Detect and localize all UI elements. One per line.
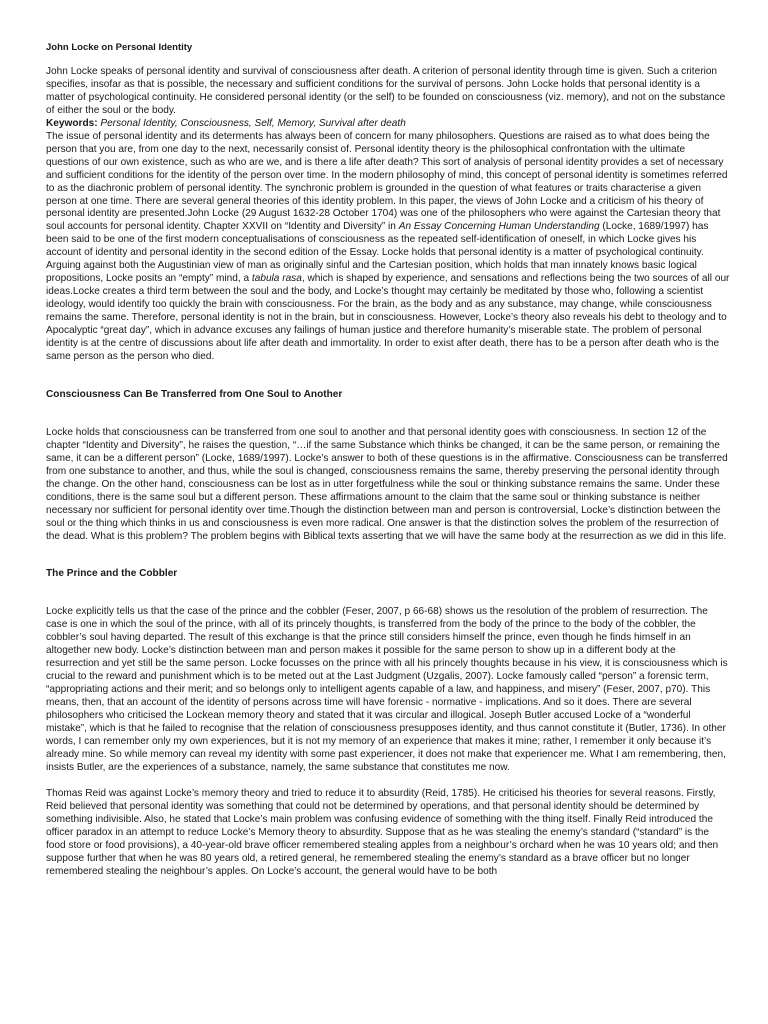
document-title: John Locke on Personal Identity	[46, 42, 193, 53]
prince-cobbler-paragraph: Locke explicitly tells us that the case of the prince and the cobbler (Feser, 2007, p 66-68) shows us the resolution of the problem of resurrection. The case is one in which the soul of the prince, with all of its princely thoughts, is transferred from the body of the prince to the body of the cobbler, the cobbler’s soul having departed. The result of this exchange is that the prince still considers himself the prince, even though he finds himself in an altogether new body. Locke’s distinction between man and person makes it possible for the same person to show up in a different body at the resurrection and yet still be the same person. Locke focusses on the prince with all his princely thoughts because in his view, it is consciousness which is crucial to the reward and punishment which is to be meted out at the Last Judgment (Uzgalis, 2007). Locke famously called “person” a forensic term, “appropriating actions and their merit; and so belongs only to intelligent agents capable of a law, and happiness, and misery” (Feser, 2007, p70). This means, then, that an account of the identity of persons across time will have forensic - normative - implications. And so it does. There are several philosophers who criticised the Lockean memory theory and stated that it was circular and illogical. Joseph Butler accused Locke of a “wonderful mistake”, which is that he failed to recognise that the relation of consciousness presupposes identity, and thus cannot constitute it (Butler, 1736). In other words, I can remember only my own experiences, but it is not my memory of an experience that makes it mine; rather, I remember it only because it’s already mine. So while memory can reveal my identity with some past experiencer, it does not make that experiencer me. What I am remembering, then, insists Butler, are the experiences of a substance, namely, the same substance that constitutes me now.	[46, 606, 728, 773]
intro-paragraph	[46, 131, 730, 364]
reid-paragraph: Thomas Reid was against Locke’s memory theory and tried to reduce it to absurdity (Reid, 1785). He criticised his theories for several reasons. Firstly, Reid believed that personal identity was something that could not be determined by operations, and that personal identity should be determined by something indivisible. Also, he stated that Locke’s main problem was confusing evidence of something with the thing itself. Finally Reid introduced the officer paradox in an attempt to reduce Locke’s Memory theory to absurdity. Suppose that as he was stealing the enemy’s standard (“standard” is the food store or food provisions), a 40-year-old brave officer remembered stealing apples from a neighbour’s orchard when he was 10 years old; and then suppose further that when he was 80 years old, a retired general, he remembered stealing the enemy’s standard as a brave officer but no longer remembered stealing the neighbour’s apples. On Locke’s account, the general would have to be both	[46, 787, 719, 877]
section-heading-prince-cobbler: The Prince and the Cobbler	[46, 568, 178, 580]
abstract-paragraph: John Locke speaks of personal identity and survival of consciousness after death. A criterion of personal identity through time is given. Such a criterion specifies, insofar as that is possible, the necessary and sufficient conditions for the survival of persons. John Locke holds that personal identity is a matter of psychological continuity. He considered personal identity (or the self) to be founded on consciousness (viz. memory), and not on the substance of either the soul or the body.	[46, 66, 726, 116]
intro-text-c: , which is shaped by experience, and sensations and reflections being the two sources of all our ideas.Locke creates a third term between the soul and the body, and Locke’s thought may certainly be meditated by those who, following a scientist ideology, would identify too quickly the brain with consciousness. For the brain, as the body and as any substance, may change, while consciousness remains the same. Therefore, personal identity is not in the brain, but in consciousness. However, Locke’s theory also reveals his debt to theology and to Apocalyptic “great day”, which in advance excuses any failings of human justice and therefore humanity’s miserable state. The problem of personal identity is at the centre of discussions about life after death and immortality. In order to exist after death, there has to be a person after death who is the same person as the person who died.	[46, 273, 730, 362]
intro-text-b: (Locke, 1689/1997) has been said to be one of the first modern conceptualisations of consciousness as the repeated self-identification of oneself, in which Locke gives his account of identity and personal identity in the second edition of the Essay. Locke holds that personal identity is a matter of psychological continuity. Arguing against both the Augustinian view of man as originally sinful and the Cartesian position, which holds that man innately knows basic logical propositions, Locke posits an “empty” mind, a	[46, 221, 709, 285]
tabula-rasa-term: tabula rasa	[251, 273, 302, 285]
section-heading-consciousness: Consciousness Can Be Transferred from One Soul to Another	[46, 388, 343, 400]
consciousness-paragraph: Locke holds that consciousness can be transferred from one soul to another and that personal identity goes with consciousness. In section 12 of the chapter “Identity and Diversity”, he raises the question, “…if the same Substance which thinks be changed, it can be the same person, or remaining the same, it can be a different person” (Locke, 1689/1997). Locke’s answer to both of these questions is in the affirmative. Consciousness can be transferred from one substance to another, and thus, while the soul is changed, consciousness remains the same, thereby preserving the personal identity through the change. On the other hand, consciousness can be lost as in utter forgetfulness while the soul or thinking substance remains the same. Under these conditions, there is the same soul but a different person. These affirmations amount to the claim that the same soul or thinking substance is neither necessary nor sufficient for personal identity over time.Though the distinction between man and person is controversial, Locke’s distinction between the soul or the thing which thinks in us and consciousness is even more radical. One answer is that the distinction solves the problem of the resurrection of the dead. What is this problem? The problem begins with Biblical texts asserting that we will have the same body at the resurrection as we did in this life.	[46, 426, 728, 542]
intro-text-a: The issue of personal identity and its determents has always been of concern for many philosophers. Questions are raised as to what does being the person that you are, from one day to the next, necessarily consist of. Personal identity theory is the philosophical confrontation with the ultimate questions of our own existence, such as who are we, and is there a life after death? This sort of analysis of personal identity provides a set of necessary and sufficient conditions for the identity of the person over time. In the modern philosophy of mind, this concept of personal identity is sometimes referred to as the diachronic problem of personal identity. The synchronic problem is grounded in the question of what features or traits characterise a given person at one time. There are several general theories of this identity problem. In this paper, the views of John Locke and a criticism of his theory of personal identity are presented.John Locke (29 August 1632-28 October 1704) was one of the philosophers who were against the Cartesian theory that soul accounts for personal identity. Chapter XXVII on “Identity and Diversity” in	[46, 130, 728, 233]
keywords-line	[46, 118, 730, 131]
keywords-list: Personal Identity, Consciousness, Self, Memory, Survival after death	[100, 117, 406, 129]
keywords-label: Keywords:	[46, 117, 98, 129]
book-title: An Essay Concerning Human Understanding	[398, 221, 600, 233]
